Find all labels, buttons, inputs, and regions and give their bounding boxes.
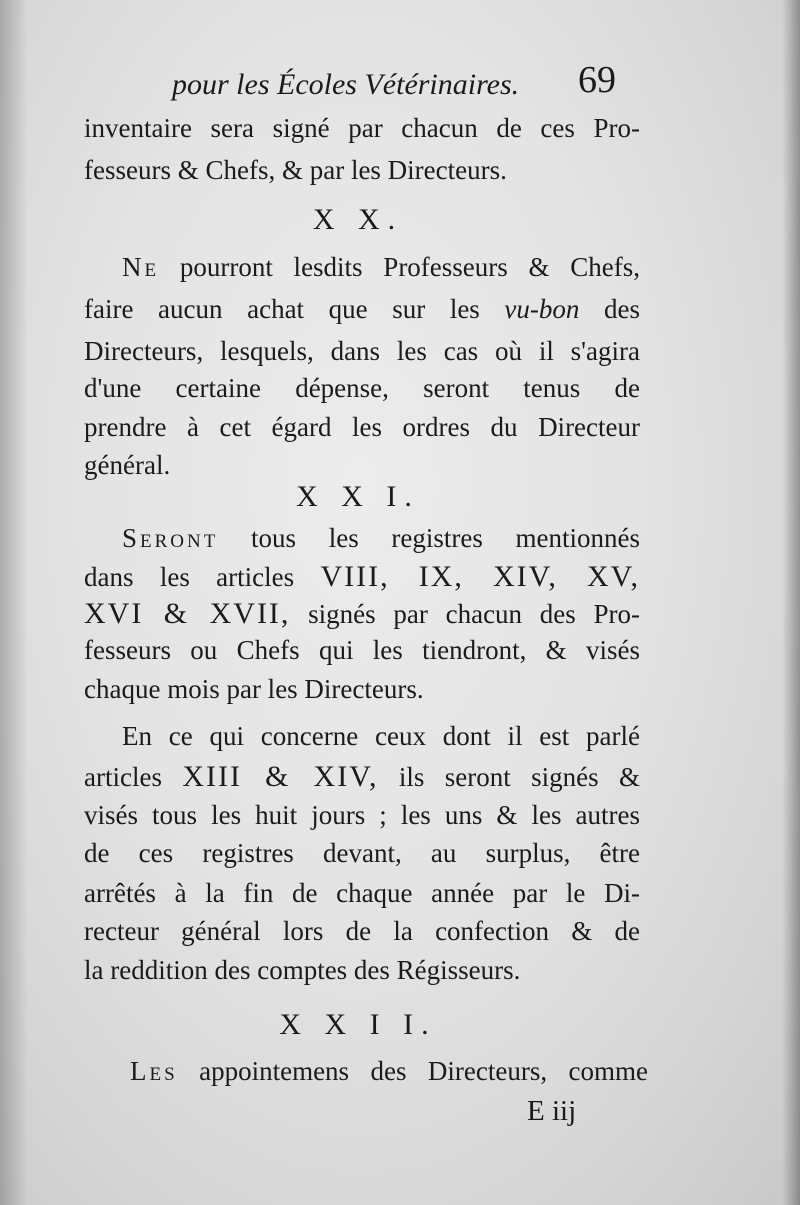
text-line: inventaire sera signé par chacun de ces Pro- [84, 113, 640, 143]
text-line: la reddition des comptes des Régisseurs. [84, 955, 521, 985]
text-run: signés par chacun des Pro- [290, 599, 641, 629]
text-run: dans les articles [84, 562, 321, 592]
article-heading-xxii: X X I I. [279, 1008, 437, 1041]
article-numbers: XIII & XIV, [182, 760, 379, 793]
text-run: faire aucun achat que sur les [84, 294, 505, 324]
italic-term: vu-bon [504, 294, 580, 324]
text-line: recteur général lors de la confection & de [84, 916, 640, 946]
text-line: fesseurs ou Chefs qui les tiendront, & visés [84, 635, 640, 665]
small-caps-lead: Ne [122, 252, 160, 282]
text-line: d'une certaine dépense, seront tenus de [84, 373, 640, 403]
text-run: tous les registres mentionnés [218, 523, 640, 553]
text-line: arrêtés à la fin de chaque année par le Di- [84, 878, 640, 908]
text-line: prendre à cet égard les ordres du Directeur [84, 412, 640, 442]
article-numbers: XVI & XVII, [84, 597, 291, 630]
text-line: Directeurs, lesquels, dans les cas où il s'agira [84, 336, 640, 366]
article-heading-xxi: X X I. [296, 480, 420, 513]
text-run: pourront lesdits Professeurs & Chefs, [159, 252, 640, 282]
text-line: chaque mois par les Directeurs. [84, 674, 424, 704]
text-line [84, 296, 640, 323]
page-number: 69 [578, 59, 616, 101]
text-line: de ces registres devant, au surplus, être [84, 838, 640, 868]
text-run: des [579, 294, 640, 324]
article-heading-xx: X X. [312, 203, 404, 236]
text-run: articles [84, 762, 183, 792]
text-run: appointemens des Directeurs, comme [177, 1056, 648, 1086]
text-line [130, 1058, 648, 1085]
text-line: visés tous les huit jours ; les uns & les autres [84, 800, 640, 830]
text-line: fesseurs & Chefs, & par les Directeurs. [84, 155, 507, 185]
text-run: ils seront signés & [378, 762, 640, 792]
small-caps-lead: Les [130, 1056, 178, 1086]
text-line: En ce qui concerne ceux dont il est parlé [122, 721, 640, 751]
article-numbers: VIII, IX, XIV, XV, [320, 560, 640, 593]
text-line: général. [84, 450, 171, 480]
text-line [84, 599, 640, 629]
small-caps-lead: Seront [122, 523, 219, 553]
running-head: pour les Écoles Vétérinaires. [172, 68, 520, 101]
text-line [122, 254, 640, 281]
text-line [122, 525, 640, 552]
text-line [84, 762, 640, 792]
signature-mark: E iij [527, 1095, 577, 1127]
text-line [84, 562, 640, 592]
